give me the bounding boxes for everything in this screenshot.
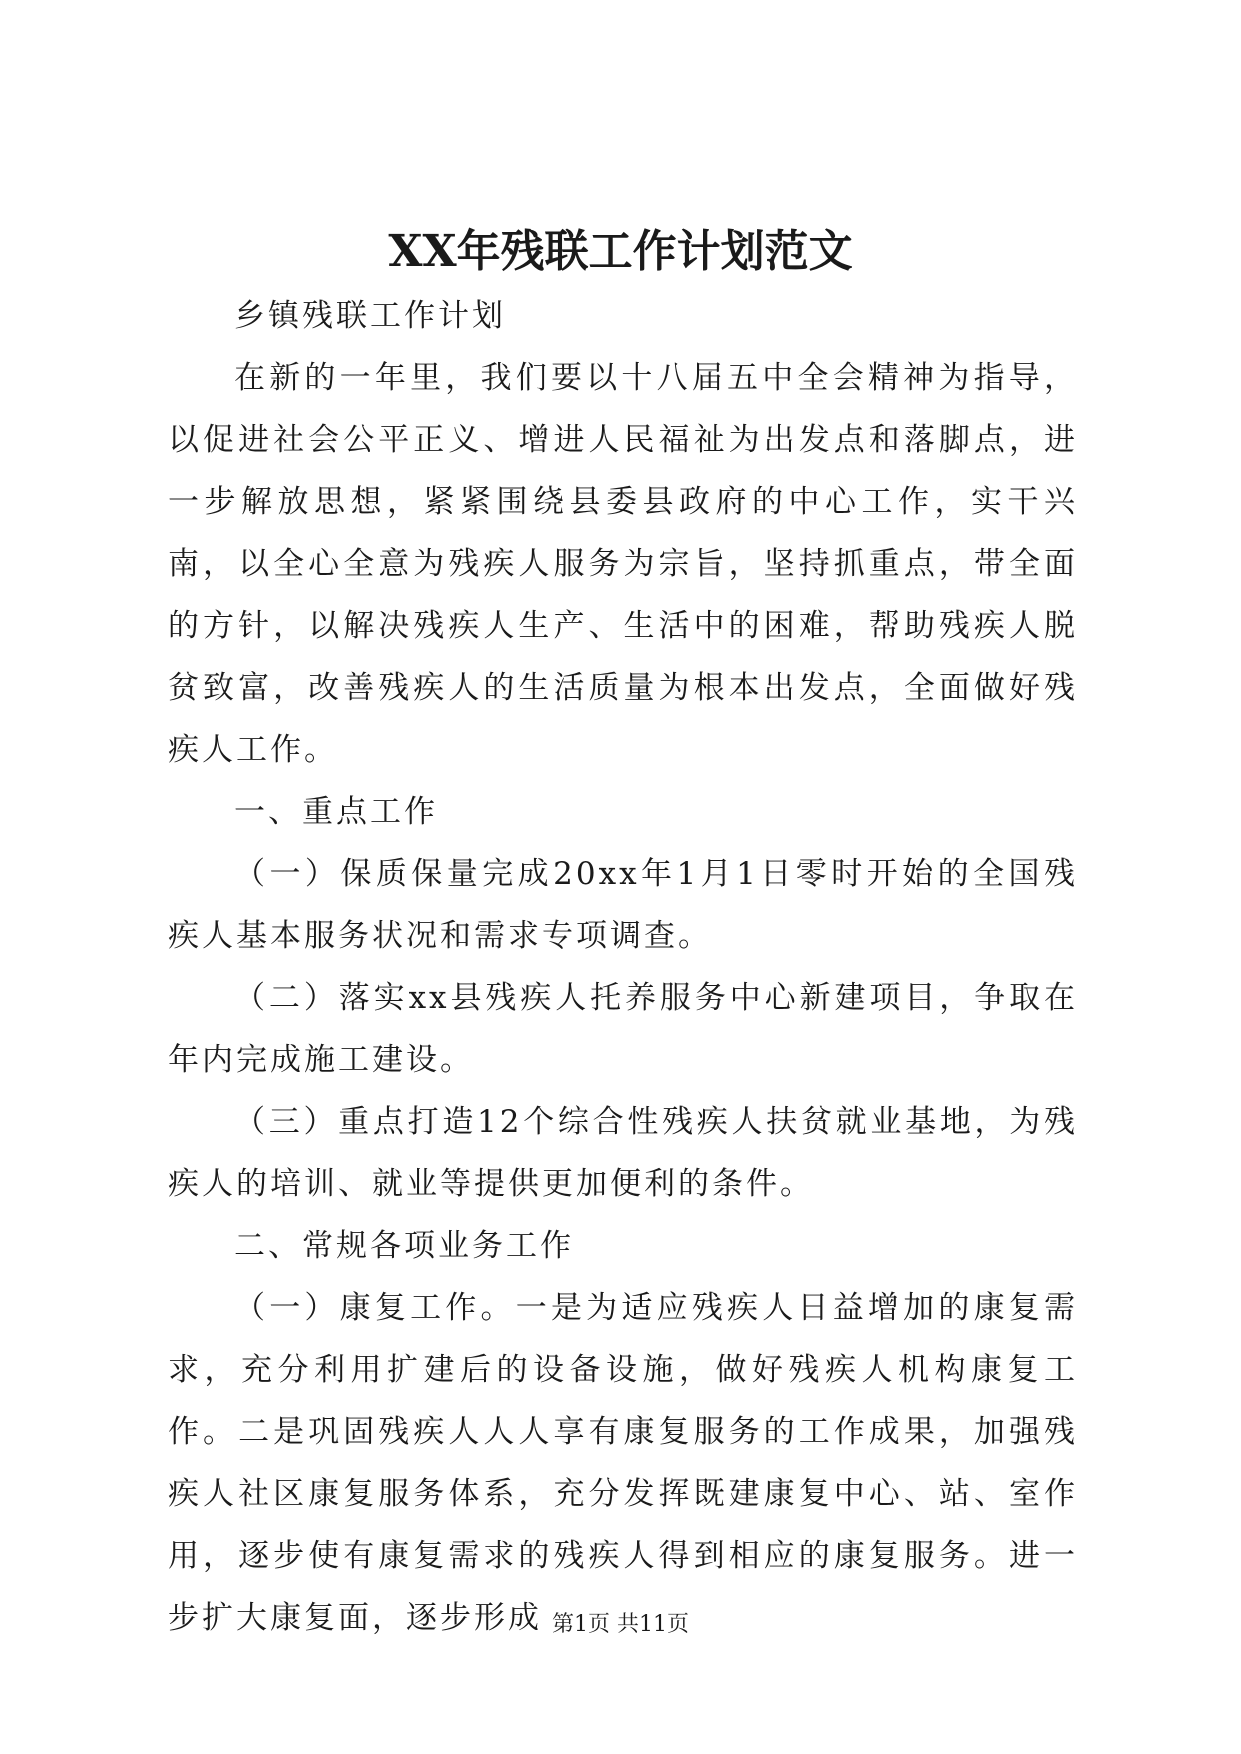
section-heading-routine-work: 二、常规各项业务工作: [234, 1228, 574, 1264]
routine-work-item-1: （一）康复工作。一是为适应残疾人日益增加的康复需求，充分利用扩建后的设备设施，做好残疾人机构康复工作。二是巩固残疾人人人享有康复服务的工作成果，加强残疾人社区康复服务体系，充分发挥既建康复中心、站、室作用，逐步使有康复需求的残疾人得到相应的康复服务。进一步扩大康复面，逐步形成: [168, 1290, 1078, 1636]
document-body: [168, 285, 1078, 1649]
page-number-footer: 第1页 共11页: [552, 1612, 689, 1637]
key-work-item-2: （二）落实xx县残疾人托养服务中心新建项目，争取在年内完成施工建设。: [168, 980, 1078, 1078]
key-work-item-1: （一）保质保量完成20xx年1月1日零时开始的全国残疾人基本服务状况和需求专项调查。: [168, 856, 1078, 954]
key-work-item-3: （三）重点打造12个综合性残疾人扶贫就业基地，为残疾人的培训、就业等提供更加便利的条件。: [168, 1104, 1078, 1202]
intro-paragraph: 在新的一年里，我们要以十八届五中全会精神为指导，以促进社会公平正义、增进人民福祉为出发点和落脚点，进一步解放思想，紧紧围绕县委县政府的中心工作，实干兴南，以全心全意为残疾人服务为宗旨，坚持抓重点，带全面的方针，以解决残疾人生产、生活中的困难，帮助残疾人脱贫致富，改善残疾人的生活质量为根本出发点，全面做好残疾人工作。: [168, 360, 1078, 768]
section-subtitle: 乡镇残联工作计划: [234, 298, 506, 334]
section-heading-key-work: 一、重点工作: [234, 794, 438, 830]
document-title: XX年残联工作计划范文: [388, 226, 853, 277]
